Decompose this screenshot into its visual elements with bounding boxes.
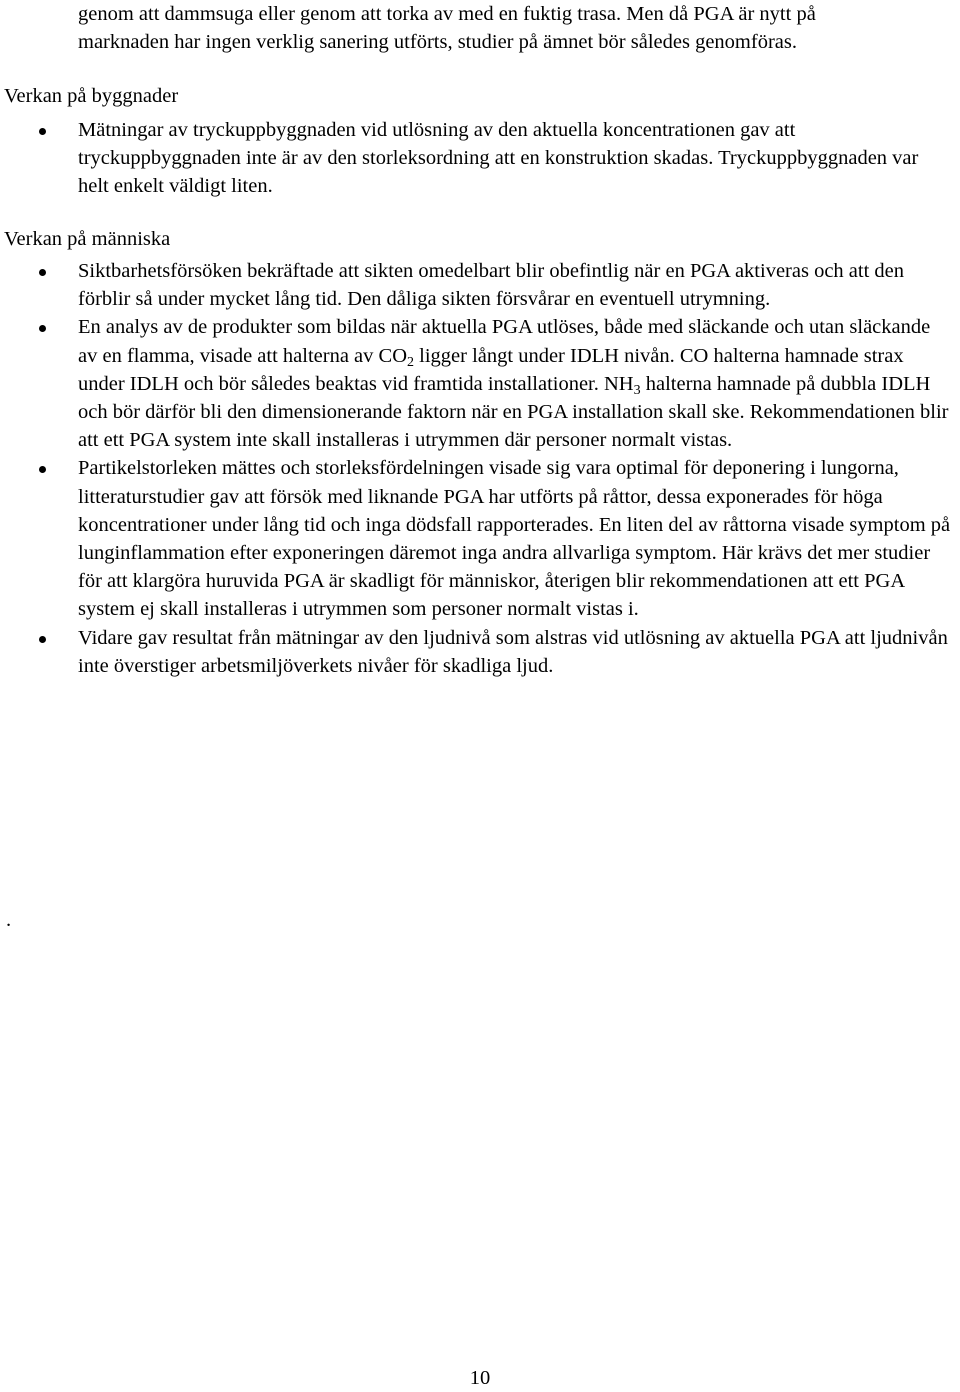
bullet-text: Siktbarhetsförsöken bekräftade att sikten omedelbart blir obefintlig när en PGA aktiveras och att den förblir så under mycket lång tid. Den dåliga sikten försvårar en eventuell utrymning. bbox=[78, 260, 905, 311]
bullet-text-part: En analys av de produkter som bildas när aktuella PGA utlöses, både med släckande och utan släckande av en flamma, visade att halterna av CO bbox=[78, 316, 931, 367]
subscript: 3 bbox=[633, 382, 641, 398]
list-item bbox=[0, 313, 960, 454]
stray-period: . bbox=[6, 909, 12, 931]
continuation-paragraph bbox=[78, 0, 958, 56]
buildings-bullet-list bbox=[0, 116, 960, 201]
bullet-icon bbox=[39, 466, 46, 473]
bullet-text-part: ligger långt under IDLH nivån. CO halterna hamnade strax under IDLH och bör således beaktas vid framtida installationer. NH bbox=[78, 344, 904, 395]
list-item bbox=[0, 257, 960, 313]
bullet-icon bbox=[39, 128, 46, 135]
bullet-text: Partikelstorleken mättes och storleksfördelningen visade sig vara optimal för deponering i lungorna, litteraturstudier gav att försök med liknande PGA har utförts på råttor, dessa exponerades för höga koncentrationer under lång tid och inga dödsfall rapporterades. En liten del av råttorna visade symptom på lunginflammation efter exponeringen däremot inga andra allvarliga symptom. Här krävs det mer studier för att klargöra huruvida PGA är skadligt för människor, återigen blir rekommendationen att ett PGA system ej skall installeras i utrymmen som personer normalt vistas i. bbox=[78, 457, 951, 621]
bullet-icon bbox=[39, 269, 46, 276]
bullet-icon bbox=[39, 325, 46, 332]
section-heading-buildings: Verkan på byggnader bbox=[4, 85, 179, 107]
bullet-text: Mätningar av tryckuppbyggnaden vid utlösning av den aktuella koncentrationen gav att tryckuppbyggnaden inte är av den storleksordning att en konstruktion skadas. Tryckuppbyggnaden var helt enkelt väldigt liten. bbox=[78, 119, 919, 198]
bullet-icon bbox=[39, 636, 46, 643]
humans-bullet-list bbox=[0, 257, 960, 680]
continuation-line: genom att dammsuga eller genom att torka av med en fuktig trasa. Men då PGA är nytt på bbox=[78, 3, 816, 25]
page-number: 10 bbox=[469, 1367, 491, 1389]
section-heading-humans: Verkan på människa bbox=[4, 228, 171, 250]
list-item bbox=[0, 624, 960, 680]
continuation-line: marknaden har ingen verklig sanering utförts, studier på ämnet bör således genomföras. bbox=[78, 31, 797, 54]
subscript: 2 bbox=[407, 354, 415, 370]
bullet-text: Vidare gav resultat från mätningar av den ljudnivå som alstras vid utlösning av aktuella PGA att ljudnivån inte överstiger arbetsmiljöverkets nivåer för skadliga ljud. bbox=[78, 626, 948, 677]
list-item bbox=[0, 116, 960, 201]
list-item bbox=[0, 454, 960, 623]
bullet-text-part: halterna hamnade på dubbla IDLH och bör därför bli den dimensionerande faktorn när en PGA installation skall ske. Rekommendationen blir att ett PGA system inte skall installeras i utrymmen där personer normalt vistas. bbox=[78, 372, 949, 452]
